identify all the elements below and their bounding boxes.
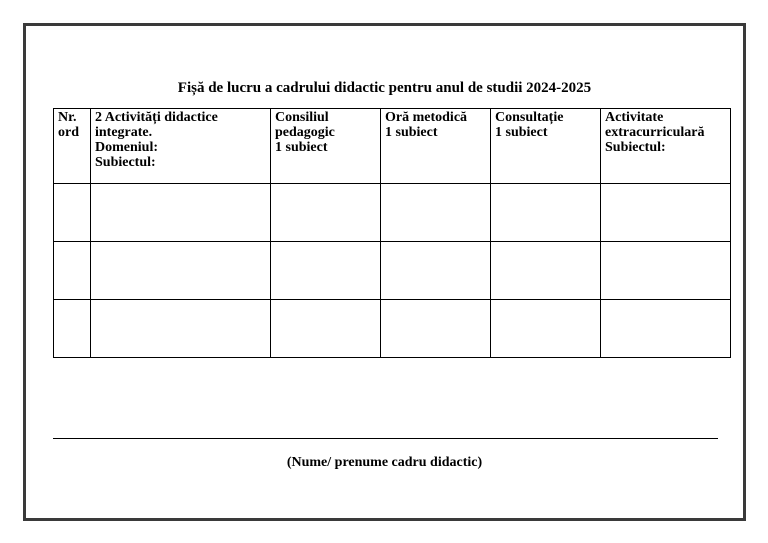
header-consiliul-pedagogic: Consiliul pedagogic 1 subiect <box>271 109 381 184</box>
table-cell <box>601 184 731 242</box>
table-cell <box>381 300 491 358</box>
document-page <box>23 23 746 521</box>
table-cell <box>54 184 91 242</box>
table-cell <box>91 184 271 242</box>
table-cell <box>381 242 491 300</box>
table-cell <box>271 300 381 358</box>
table-cell <box>381 184 491 242</box>
table-cell <box>54 300 91 358</box>
signature-label: (Nume/ prenume cadru didactic) <box>286 455 483 470</box>
table-cell <box>491 184 601 242</box>
table-row <box>54 300 731 358</box>
table-cell <box>601 300 731 358</box>
table-cell <box>91 242 271 300</box>
table-cell <box>271 184 381 242</box>
document-title: Fișă de lucru a cadrului didactic pentru anul de studii 2024-2025 <box>177 80 592 96</box>
table-cell <box>91 300 271 358</box>
header-consultatie: Consultație 1 subiect <box>491 109 601 184</box>
signature-line <box>53 438 718 439</box>
table-cell <box>54 242 91 300</box>
table-header-row <box>54 109 731 184</box>
work-sheet-table <box>53 108 731 358</box>
header-activitate-extracurriculara: Activitate extracurriculară Subiectul: <box>601 109 731 184</box>
header-ora-metodica: Oră metodică 1 subiect <box>381 109 491 184</box>
table-cell <box>271 242 381 300</box>
header-nr-ord: Nr. ord <box>54 109 91 184</box>
table-cell <box>491 300 601 358</box>
table-cell <box>491 242 601 300</box>
table-cell <box>601 242 731 300</box>
table-row <box>54 242 731 300</box>
header-activitati-didactice: 2 Activități didactice integrate. Domeniul: Subiectul: <box>91 109 271 184</box>
table-row <box>54 184 731 242</box>
